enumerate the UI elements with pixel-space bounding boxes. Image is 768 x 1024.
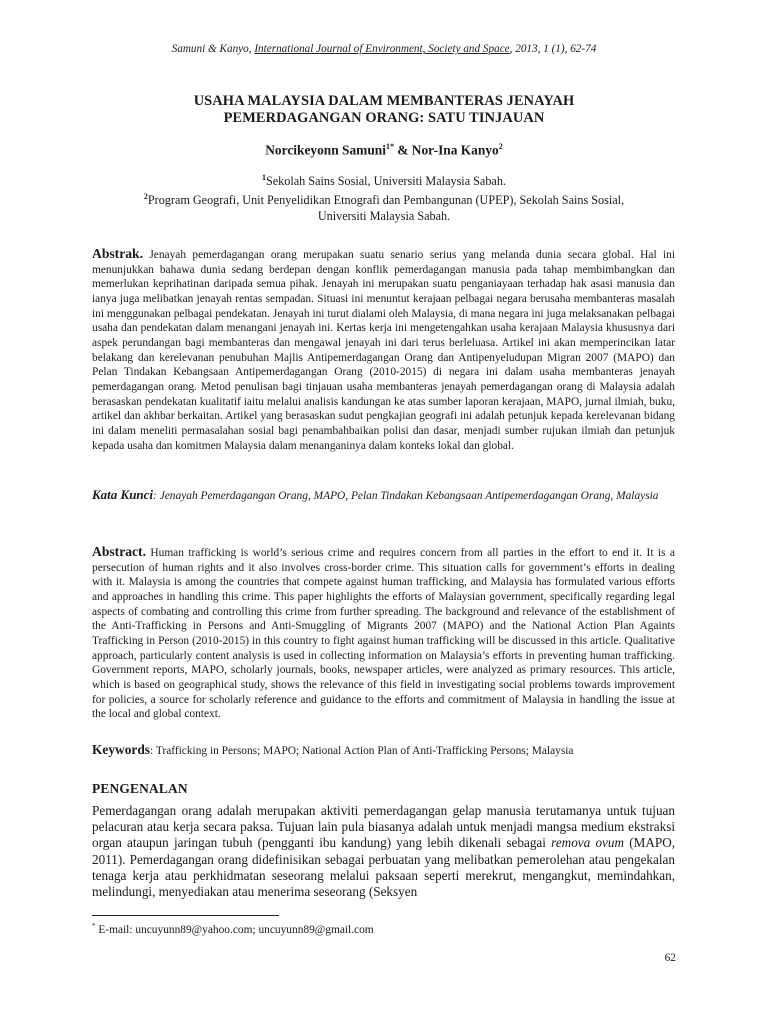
- kata-kunci-section: [92, 487, 675, 504]
- kata-kunci-text: : Jenayah Pemerdagangan Orang, MAPO, Pelan Tindakan Kebangsaan Antipemerdagangan Orang, Malaysia: [153, 490, 659, 502]
- running-header: [0, 43, 768, 55]
- affiliation-1-text: Sekolah Sains Sosial, Universiti Malaysia Sabah.: [265, 174, 506, 189]
- page-number: 62: [664, 952, 676, 964]
- author-separator: &: [393, 142, 412, 158]
- header-journal-name: International Journal of Environment, Society and Space: [254, 43, 510, 55]
- abstrak-label: Abstrak.: [92, 246, 143, 261]
- abstract-label: Abstract.: [92, 544, 146, 559]
- affiliation-2-text: Program Geografi, Unit Penyelidikan Etnografi dan Pembangunan (UPEP), Sekolah Sains Sosial,: [147, 193, 625, 208]
- abstrak-text: Jenayah pemerdagangan orang merupakan suatu senario serius yang melanda dunia secara global. Hal ini menunjukkan bahawa dunia sedang berdepan dengan konflik pemerdagangan manusia pada tahap membimbangkan dan memerlukan keprihatinan daripada semua pihak. Jenayah ini merupakan suatu penganiayaan terhadap hak asasi manusia dan ianya juga melibatkan jenayah rentas sempadan. Situasi ini menuntut kerajaan pelbagai negara berusaha membanteras masalah ini menggunakan pelbagai pendekatan. Jenayah ini turut dialami oleh Malaysia, di mana negara ini juga melaksanakan pelbagai usaha dan pendekatan dalam menangani jenayah ini. Kertas kerja ini mengetengahkan usaha kerajaan Malaysia khususnya dari aspek perundangan bagi membanteras dan mengawal jenayah ini dari terus berleluasa. Artikel ini akan memperincikan latar belakang dan kerelevanan penubuhan Majlis Antipemerdagangan Orang dan Antipenyeludupan Migran 2007 (MAPO) dan Pelan Tindakan Kebangsaan Antipemerdagangan Orang (2010-2015) di negara ini dalam usaha membanteras jenayah pemerdagangan orang. Metod penulisan bagi tinjauan usaha membanteras jenayah pemerdagangan orang di Malaysia adalah berasaskan pendekatan kualitatif iaitu melalui analisis kandungan ke atas sumber laporan kerajaan, MAPO, jurnal ilmiah, buku, artikel dan akhbar berkaitan. Artikel yang berasaskan sudut pengkajian geografi ini adalah petunjuk kepada kerelevanan bidang ini dalam meneliti permasalahan sosial bagi penambahbaikan polisi dan dasar, menjadi sumber rujukan ilmiah dan petunjuk kepada usaha dan komitmen Malaysia dalam menanganinya dalam konteks lokal dan global.: [92, 249, 675, 452]
- header-citation: , 2013, 1 (1), 62-74: [509, 43, 597, 55]
- author-2: Nor-Ina Kanyo: [411, 142, 499, 158]
- header-authors: Samuni & Kanyo,: [171, 43, 255, 55]
- abstract-section: [92, 545, 675, 722]
- affiliation-1: [0, 170, 768, 189]
- footnote-email-text: E-mail: uncuyunn89@yahoo.com; uncuyunn89@gmail.com: [95, 923, 374, 936]
- footnote: [92, 922, 374, 936]
- author-line: [0, 142, 768, 158]
- keywords-section: [92, 742, 675, 759]
- kata-kunci-label: Kata Kunci: [92, 487, 154, 502]
- affiliation-2: [0, 189, 768, 208]
- pengenalan-text-start: Pemerdagangan orang adalah merupakan aktiviti pemerdagangan gelap manusia terutamanya untuk tujuan pelacuran atau kerja secara paksa. Tujuan lain pula biasanya adalah untuk menjadi mangsa medium ekstraksi organ ataupun jaringan tubuh (pengganti ibu kandung) yang lebih dikenali sebagai: [92, 803, 675, 851]
- pengenalan-paragraph: [92, 803, 675, 900]
- footnote-divider: [92, 915, 279, 916]
- section-heading-pengenalan: PENGENALAN: [92, 781, 188, 796]
- paper-title: [90, 93, 678, 127]
- abstrak-section: [92, 247, 675, 453]
- keywords-text: : Trafficking in Persons; MAPO; National Action Plan of Anti-Trafficking Persons; Malaysia: [150, 745, 574, 757]
- keywords-label: Keywords: [92, 742, 151, 757]
- footnote-marker: *: [92, 922, 96, 930]
- pengenalan-text-end: (MAPO, 2011). Pemerdagangan orang didefinisikan sebagai perbuatan yang melibatkan pemerolehan atau pengekalan tenaga kerja atau perkhidmatan seseorang melalui paksaan seperti merekrut, mengangkut, memindahkan, melindungi, menyediakan atau menerima seseorang (Seksyen: [92, 835, 676, 900]
- author-1: Norcikeyonn Samuni: [265, 142, 386, 158]
- title-line-2: PEMERDAGANGAN ORANG: SATU TINJAUAN: [223, 110, 545, 126]
- affiliation-2-marker: 2: [143, 192, 148, 202]
- author-1-marker: 1*: [385, 142, 394, 151]
- affiliation-2-continued: Universiti Malaysia Sabah.: [317, 209, 451, 224]
- author-2-marker: 2: [498, 142, 503, 151]
- title-line-1: USAHA MALAYSIA DALAM MEMBANTERAS JENAYAH: [193, 93, 575, 109]
- affiliations: [0, 170, 768, 224]
- abstract-text: Human trafficking is world’s serious crime and requires concern from all parties in the effort to end it. It is a persecution of human rights and it also involves cross-border crime. This situation calls for government’s efforts in dealing with it. Malaysia is among the countries that compete against human trafficking, and Malaysia has formulated various efforts and approaches in handling this crime. This paper highlights the efforts of Malaysian government, specifically regarding legal aspects of combating and controlling this crime from further spreading. The background and relevance of the establishment of the Anti-Trafficking in Persons and Anti-Smuggling of Migrants 2007 (MAPO) and the National Action Plan Againts Trafficking in Person (2010-2015) in this country to fight against human trafficking will be discussed in this article. Qualitative approach, particularly content analysis is used in collecting information on Malaysia’s efforts in preventing human trafficking. Government reports, MAPO, scholarly journals, books, newspaper articles, were analyzed as primary resources. This article, which is based on geographical study, shows the relevance of this field in investigating social problems towards improvement for policies, a source for scholarly reference and guidance to the efforts and commitment of Malaysia in handling the issue at the local and global context.: [92, 547, 675, 721]
- pengenalan-italic-term: remova ovum: [551, 835, 625, 851]
- affiliation-1-marker: 1: [261, 173, 266, 182]
